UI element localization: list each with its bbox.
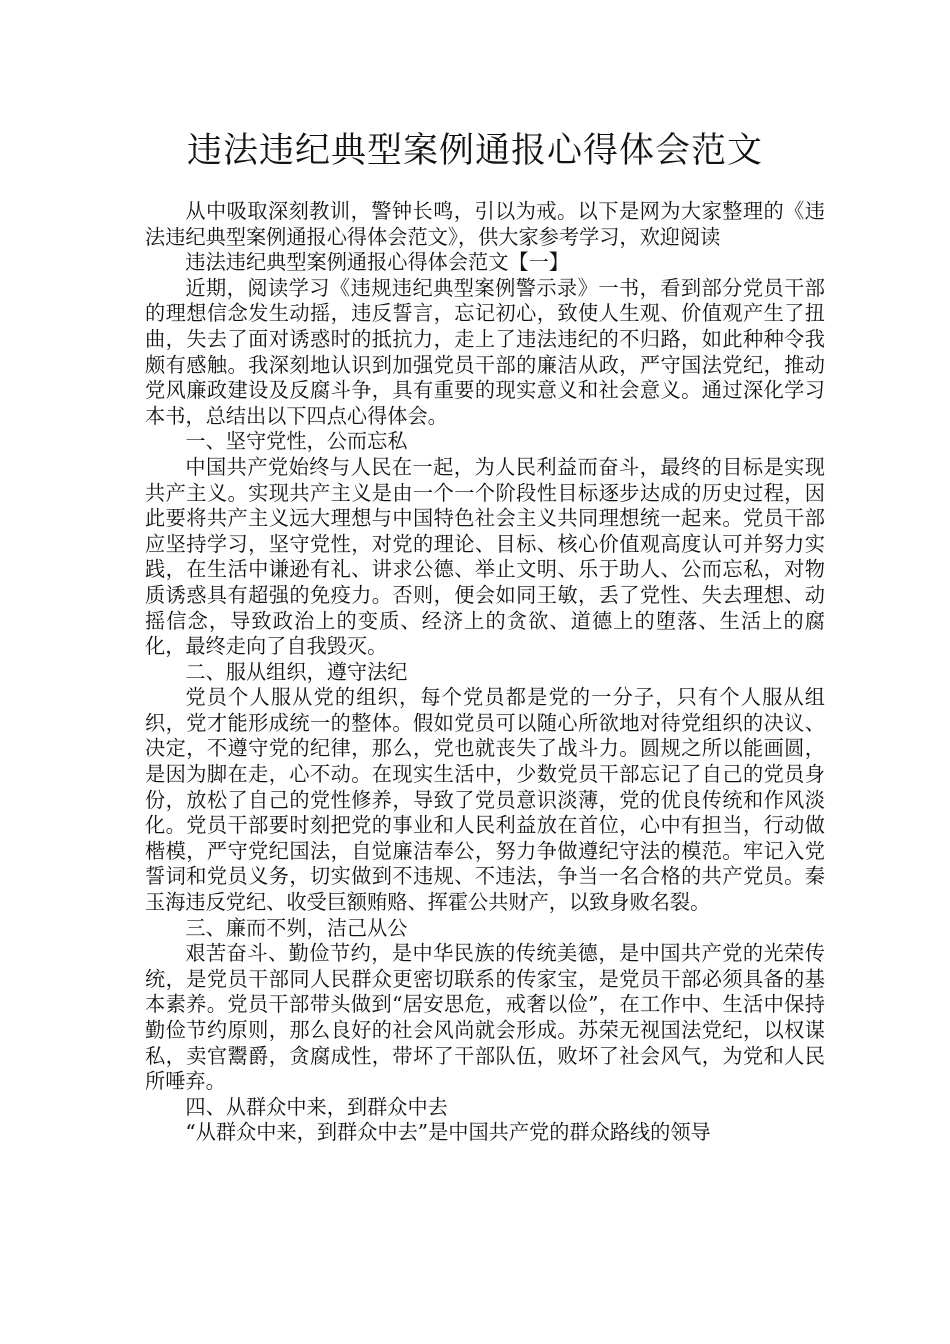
paragraph-point-four: “从群众中来，到群众中去”是中国共产党的群众路线的领导 — [185, 1120, 711, 1145]
opening-paragraph: 近期，阅读学习《违规违纪典型案例警示录》一书，看到部分党员干部的理想信念发生动摇，违反誓言，忘记初心，致使人生观、价值观产生了扭曲，失去了面对诱惑时的抵抗力，走上了违法违纪的不归路，如此种种令我颇有感触。我深刻地认识到加强党员干部的廉洁从政，严守国法党纪，推动党风廉政建设及反腐斗争，具有重要的现实意义和社会意义。通过深化学习本书，总结出以下四点心得体会。 — [145, 275, 825, 428]
document-body — [145, 199, 825, 1146]
paragraph-point-one: 中国共产党始终与人民在一起，为人民利益而奋斗，最终的目标是实现共产主义。实现共产主义是由一个一个阶段性目标逐步达成的历史过程，因此要将共产主义远大理想与中国特色社会主义共同理想统一起来。党员干部应坚持学习，坚守党性，对党的理论、目标、核心价值观高度认可并努力实践，在生活中谦逊有礼、讲求公德、举止文明、乐于助人、公而忘私，对物质诱惑具有超强的免疫力。否则，便会如同王敏，丢了党性、失去理想、动摇信念，导致政治上的变质、经济上的贪欲、道德上的堕落、生活上的腐化，最终走向了自我毁灭。 — [145, 454, 825, 659]
heading-point-two: 二、服从组织，遵守法纪 — [185, 659, 408, 684]
document-title: 违法违纪典型案例通报心得体会范文 — [186, 131, 763, 171]
intro-paragraph: 从中吸取深刻教训，警钟长鸣，引以为戒。以下是网为大家整理的《违法违纪典型案例通报心得体会范文》，供大家参考学习，欢迎阅读 — [145, 199, 825, 249]
heading-point-one: 一、坚守党性，公而忘私 — [185, 429, 408, 454]
paragraph-point-two: 党员个人服从党的组织，每个党员都是党的一分子，只有个人服从组织，党才能形成统一的整体。假如党员可以随心所欲地对待党组织的决议、决定，不遵守党的纪律，那么，党也就丧失了战斗力。圆规之所以能画圆，是因为脚在走，心不动。在现实生活中，少数党员干部忘记了自己的党员身份，放松了自己的党性修养，导致了党员意识淡薄，党的优良传统和作风淡化。党员干部要时刻把党的事业和人民利益放在首位，心中有担当，行动做楷模，严守党纪国法，自觉廉洁奉公，努力争做遵纪守法的模范。牢记入党誓词和党员义务，切实做到不违规、不违法，争当一名合格的共产党员。秦玉海违反党纪、收受巨额贿赂、挥霍公共财产，以致身败名裂。 — [145, 685, 825, 915]
section-heading-part-one: 违法违纪典型案例通报心得体会范文【一】 — [185, 250, 569, 275]
heading-point-four: 四、从群众中来，到群众中去 — [185, 1094, 448, 1119]
heading-point-three: 三、廉而不刿，洁己从公 — [185, 915, 408, 940]
paragraph-point-three: 艰苦奋斗、勤俭节约，是中华民族的传统美德，是中国共产党的光荣传统，是党员干部同人民群众更密切联系的传家宝，是党员干部必须具备的基本素养。党员干部带头做到“居安思危，戒奢以俭”，在工作中、生活中保持勤俭节约原则，那么良好的社会风尚就会形成。苏荣无视国法党纪，以权谋私，卖官鬻爵，贪腐成性，带坏了干部队伍，败坏了社会风气，为党和人民所唾弃。 — [145, 941, 825, 1094]
